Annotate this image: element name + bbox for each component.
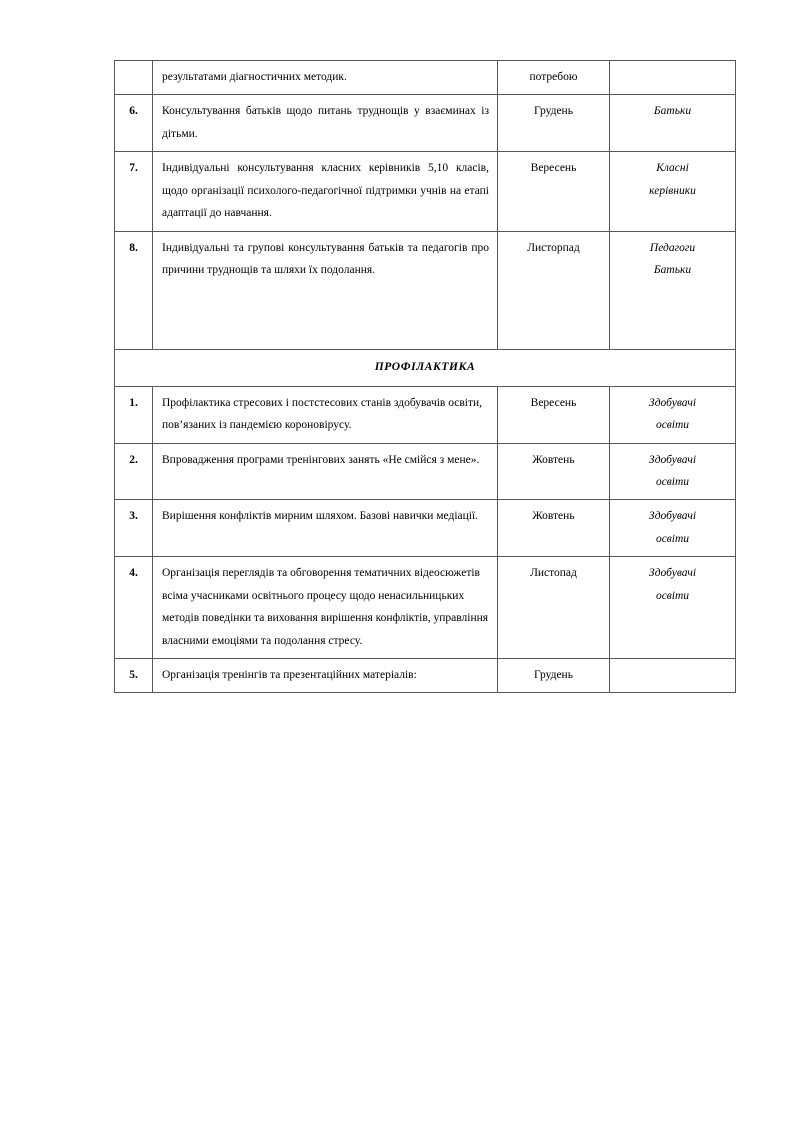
audience-line: Педагоги	[649, 241, 696, 254]
audience-line: Здобувачі	[648, 453, 697, 466]
row-number: 6.	[129, 105, 138, 118]
cell-term	[498, 659, 610, 693]
audience-text	[610, 61, 735, 72]
cell-term	[498, 152, 610, 231]
activity-text: Профілактика стресових і постстесових станів здобувачів освіти, пов’язаних із пандемією короновірусу.	[162, 396, 483, 432]
cell-number	[115, 61, 153, 95]
audience-text	[610, 232, 735, 288]
cell-activity	[153, 557, 498, 659]
cell-audience	[610, 152, 736, 231]
cell-activity	[153, 443, 498, 500]
activity-text: Організація тренінгів та презентаційних матеріалів:	[162, 669, 417, 682]
cell-number	[115, 231, 153, 350]
term-text: Жовтень	[532, 453, 575, 466]
audience-text	[610, 387, 735, 443]
audience-line: освіти	[655, 476, 690, 489]
cell-audience	[610, 95, 736, 152]
cell-audience	[610, 659, 736, 693]
term-text: Грудень	[534, 669, 573, 682]
section-title: ПРОФІЛАКТИКА	[374, 361, 476, 374]
cell-number	[115, 152, 153, 231]
row-number: 7.	[129, 162, 138, 175]
audience-line: Батьки	[653, 105, 692, 118]
cell-term	[498, 95, 610, 152]
audience-line: Здобувачі	[648, 396, 697, 409]
cell-activity	[153, 61, 498, 95]
cell-term	[498, 386, 610, 443]
table-row	[115, 500, 736, 557]
row-number	[115, 61, 152, 72]
audience-text	[610, 444, 735, 500]
term-text: Грудень	[534, 105, 573, 118]
table-row	[115, 443, 736, 500]
activity-text: Організація переглядів та обговорення тематичних відеосюжетів всіма учасниками освітнього процесу щодо ненасильницьких методів поведінки та виховання вирішення конфліктів, управління власними емоціями та подолання стресу.	[162, 567, 489, 647]
activity-text: Консультування батьків щодо питань труднощів у взаєминах із дітьми.	[162, 105, 489, 140]
audience-line: керівники	[649, 184, 696, 197]
row-number: 4.	[129, 567, 138, 580]
cell-audience	[610, 61, 736, 95]
term-text: потребою	[529, 71, 578, 83]
cell-number	[115, 95, 153, 152]
cell-term	[498, 231, 610, 350]
cell-section-header	[115, 350, 736, 386]
term-text: Листопад	[530, 567, 577, 580]
term-text: Жовтень	[532, 510, 575, 523]
row-number: 1.	[129, 396, 138, 409]
audience-line: Здобувачі	[648, 510, 697, 523]
audience-line: освіти	[655, 419, 690, 432]
activity-text: Впровадження програми тренінгових занять «Не смійся з мене».	[162, 453, 480, 466]
row-number: 3.	[129, 510, 138, 523]
table-row	[115, 557, 736, 659]
table-row-continued	[115, 61, 736, 95]
cell-activity	[153, 95, 498, 152]
table-row	[115, 231, 736, 350]
cell-number	[115, 659, 153, 693]
cell-activity	[153, 386, 498, 443]
audience-line: Класні	[656, 162, 689, 175]
cell-audience	[610, 557, 736, 659]
table-row	[115, 386, 736, 443]
audience-line: Батьки	[653, 263, 692, 276]
table-section-header-row	[115, 350, 736, 386]
audience-text	[610, 500, 735, 556]
audience-line: Здобувачі	[648, 567, 697, 580]
cell-term	[498, 61, 610, 95]
cell-audience	[610, 443, 736, 500]
cell-number	[115, 557, 153, 659]
term-text: Листорпад	[527, 241, 580, 254]
cell-term	[498, 500, 610, 557]
cell-audience	[610, 231, 736, 350]
term-text: Вересень	[530, 162, 577, 175]
audience-text	[610, 659, 735, 670]
row-number: 5.	[129, 669, 138, 682]
table-row	[115, 659, 736, 693]
audience-text	[610, 557, 735, 613]
cell-activity	[153, 659, 498, 693]
audience-text	[610, 95, 735, 128]
cell-audience	[610, 500, 736, 557]
row-number: 2.	[129, 453, 138, 466]
table-row	[115, 95, 736, 152]
cell-term	[498, 557, 610, 659]
cell-term	[498, 443, 610, 500]
table-row	[115, 152, 736, 231]
cell-activity	[153, 152, 498, 231]
term-text: Вересень	[530, 396, 577, 409]
cell-audience	[610, 386, 736, 443]
cell-activity	[153, 231, 498, 350]
audience-line: освіти	[655, 589, 690, 602]
activity-text: Індивідуальні та групові консультування батьків та педагогів про причини труднощів та шляхи їх подолання.	[162, 241, 489, 276]
audience-line: освіти	[655, 532, 690, 545]
activity-text: Індивідуальні консультування класних керівників 5,10 класів, щодо організації психолого-педагогічної підтримки учнів на етапі адаптації до навчання.	[162, 162, 489, 220]
cell-number	[115, 443, 153, 500]
audience-text	[610, 152, 735, 208]
cell-spacer	[153, 287, 497, 349]
cell-activity	[153, 500, 498, 557]
activity-text: результатами діагностичних методик.	[162, 71, 347, 83]
work-plan-table	[114, 60, 736, 693]
activity-text: Вирішення конфліктів мирним шляхом. Базові навички медіації.	[162, 510, 479, 523]
row-number: 8.	[129, 241, 138, 254]
cell-number	[115, 386, 153, 443]
cell-number	[115, 500, 153, 557]
